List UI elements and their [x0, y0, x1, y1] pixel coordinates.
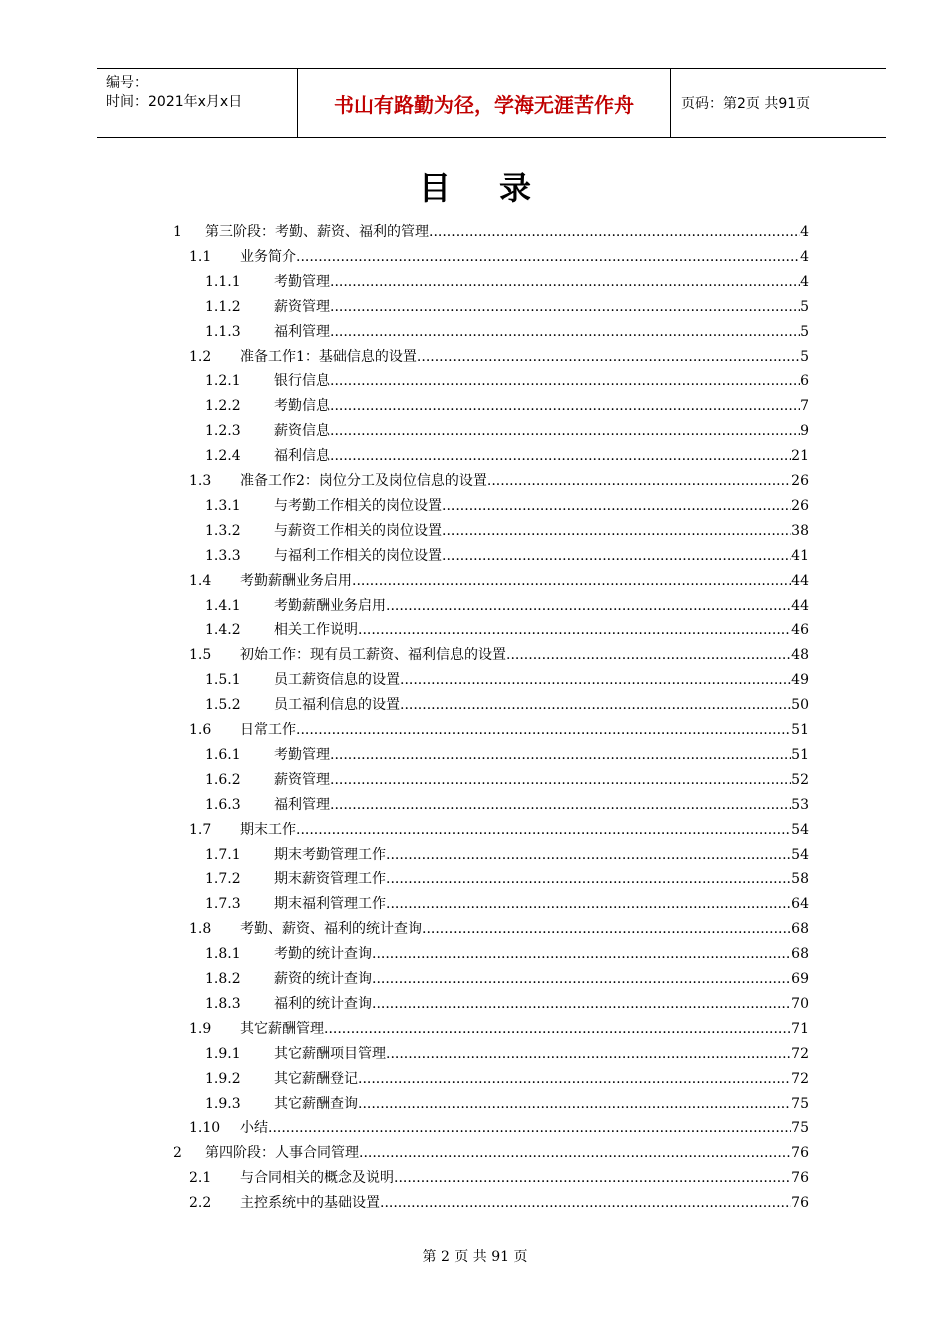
toc-entry-page: 75 — [791, 1095, 809, 1112]
toc-dot-leader — [330, 295, 800, 319]
toc-entry[interactable] — [205, 419, 809, 443]
toc-dot-leader — [386, 867, 791, 891]
toc-entry[interactable] — [205, 494, 809, 518]
toc-entry-number: 1.3 — [189, 473, 212, 489]
toc-dot-leader — [330, 793, 791, 817]
toc-entry-page: 48 — [791, 647, 809, 664]
toc-entry-label: 薪资的统计查询 — [274, 971, 372, 987]
toc-entry-number: 1.10 — [189, 1120, 221, 1137]
toc-entry-page: 9 — [800, 423, 809, 440]
toc-entry-page: 54 — [791, 821, 809, 838]
toc-entry-label: 主控系统中的基础设置 — [240, 1195, 380, 1212]
toc-entry-number: 1 — [173, 224, 182, 240]
toc-entry-label: 期末考勤管理工作 — [274, 846, 386, 863]
toc-entry-number: 1.2.2 — [205, 398, 241, 415]
toc-dot-leader — [372, 992, 791, 1016]
toc-entry-page: 7 — [800, 398, 809, 415]
toc-dot-leader — [330, 394, 800, 418]
toc-entry-page: 70 — [791, 995, 809, 1012]
toc-dot-leader — [330, 768, 791, 792]
toc-entry-label: 第三阶段：考勤、薪资、福利的管理 — [205, 224, 429, 240]
toc-dot-leader — [358, 618, 791, 642]
toc-entry-number: 1.6.2 — [205, 771, 241, 788]
toc-entry-label: 考勤管理 — [274, 273, 330, 290]
toc-entry-number: 1.6 — [189, 722, 212, 738]
toc-entry-number: 1.2.4 — [205, 448, 241, 465]
toc-entry[interactable] — [205, 843, 809, 867]
toc-entry-page: 72 — [791, 1070, 809, 1087]
toc-entry-label: 期末薪资管理工作 — [274, 871, 386, 888]
toc-entry[interactable] — [205, 544, 809, 568]
toc-entry[interactable] — [205, 892, 809, 916]
toc-entry[interactable] — [205, 618, 809, 642]
toc-entry-label: 业务简介 — [240, 248, 296, 265]
toc-dot-leader — [417, 345, 800, 369]
toc-entry[interactable] — [189, 1116, 809, 1140]
toc-entry[interactable] — [189, 569, 809, 593]
toc-entry-label: 与薪资工作相关的岗位设置 — [274, 522, 442, 539]
toc-dot-leader — [372, 967, 791, 991]
toc-entry-number: 2 — [173, 1145, 182, 1162]
toc-entry-page: 41 — [791, 547, 809, 564]
time-label: 时间：2021年x月x日 — [106, 94, 243, 110]
toc-entry-label: 其它薪酬管理 — [240, 1020, 324, 1037]
toc-entry-page: 76 — [791, 1145, 809, 1162]
header-page-info: 页码：第2页 共91页 — [681, 96, 811, 112]
toc-entry-label: 期末工作 — [240, 821, 296, 838]
toc-entry-number: 1.1.3 — [205, 323, 241, 340]
toc-entry[interactable] — [205, 793, 809, 817]
toc-entry-label: 期末福利管理工作 — [274, 896, 386, 913]
toc-entry-page: 44 — [791, 597, 809, 614]
toc-entry[interactable] — [189, 345, 809, 369]
toc-dot-leader — [352, 569, 791, 593]
toc-dot-leader — [330, 743, 791, 767]
toc-entry-number: 1.4.2 — [205, 622, 241, 639]
toc-entry-number: 1.1 — [189, 248, 212, 265]
toc-entry-page: 49 — [791, 672, 809, 689]
toc-dot-leader — [324, 1017, 791, 1041]
toc-entry-page: 21 — [791, 448, 809, 465]
toc-entry-label: 福利管理 — [274, 323, 330, 340]
toc-dot-leader — [386, 892, 791, 916]
toc-entry-number: 1.9 — [189, 1020, 212, 1037]
toc-dot-leader — [394, 1166, 791, 1190]
toc-entry-page: 69 — [791, 971, 809, 987]
toc-entry-label: 其它薪酬项目管理 — [274, 1045, 386, 1062]
toc-dot-leader — [442, 494, 791, 518]
toc-dot-leader — [386, 594, 791, 618]
toc-entry-number: 1.4.1 — [205, 597, 241, 614]
toc-entry-page: 64 — [791, 896, 809, 913]
toc-entry[interactable] — [189, 469, 809, 493]
toc-entry-page: 72 — [791, 1045, 809, 1062]
toc-entry-page: 4 — [800, 224, 809, 240]
toc-entry-page: 38 — [791, 522, 809, 539]
toc-dot-leader — [330, 270, 800, 294]
toc-entry-page: 5 — [800, 298, 809, 315]
toc-entry-label: 薪资管理 — [274, 771, 330, 788]
toc-entry-label: 福利的统计查询 — [274, 995, 372, 1012]
toc-dot-leader — [296, 245, 800, 269]
toc-dot-leader — [506, 643, 791, 667]
toc-dot-leader — [268, 1116, 791, 1140]
toc-entry-number: 1.7.2 — [205, 871, 241, 888]
toc-entry-number: 1.2.3 — [205, 423, 241, 440]
toc-entry[interactable] — [205, 1092, 809, 1116]
toc-entry-label: 第四阶段：人事合同管理 — [205, 1145, 359, 1162]
toc-entry-label: 与福利工作相关的岗位设置 — [274, 547, 442, 564]
toc-dot-leader — [330, 320, 800, 344]
toc-entry-label: 准备工作1：基础信息的设置 — [240, 348, 417, 365]
toc-entry-page: 51 — [791, 746, 809, 763]
toc-dot-leader — [380, 1191, 791, 1215]
header-motto: 书山有路勤为径，学海无涯苦作舟 — [297, 69, 671, 137]
toc-entry-number: 1.9.2 — [205, 1070, 241, 1087]
toc-dot-leader — [422, 917, 791, 941]
toc-entry-label: 其它薪酬登记 — [274, 1070, 358, 1087]
toc-entry[interactable] — [205, 668, 809, 692]
toc-entry-number: 1.6.3 — [205, 796, 241, 813]
toc-entry-page: 54 — [791, 846, 809, 863]
toc-entry-page: 44 — [791, 572, 809, 589]
toc-entry-number: 1.9.1 — [205, 1045, 241, 1062]
toc-entry[interactable] — [205, 369, 809, 393]
toc-entry-page: 46 — [791, 622, 809, 639]
toc-entry-number: 1.9.3 — [205, 1095, 241, 1112]
toc-entry-page: 58 — [791, 871, 809, 888]
toc-entry-number: 1.4 — [189, 572, 212, 589]
toc-entry-label: 员工薪资信息的设置 — [274, 672, 400, 689]
toc-dot-leader — [372, 942, 791, 966]
toc-entry-number: 1.7.3 — [205, 896, 241, 913]
toc-entry[interactable] — [205, 942, 809, 966]
toc-entry-page: 4 — [800, 248, 809, 265]
toc-dot-leader — [386, 843, 791, 867]
toc-entry-page: 68 — [791, 946, 809, 963]
toc-dot-leader — [358, 1092, 791, 1116]
toc-entry-page: 5 — [800, 348, 809, 365]
toc-entry-number: 1.3.3 — [205, 547, 241, 564]
toc-entry-label: 考勤管理 — [274, 746, 330, 763]
toc-entry[interactable] — [205, 967, 809, 991]
toc-entry-number: 1.8 — [189, 921, 212, 938]
toc-entry[interactable] — [205, 270, 809, 294]
toc-entry[interactable] — [189, 643, 809, 667]
toc-entry-number: 1.2.1 — [205, 373, 241, 390]
toc-entry-label: 薪资管理 — [274, 298, 330, 315]
toc-entry-number: 2.1 — [189, 1170, 212, 1187]
toc-dot-leader — [359, 1141, 791, 1165]
toc-entry[interactable] — [205, 394, 809, 418]
toc-dot-leader — [330, 419, 800, 443]
toc-entry-number: 1.2 — [189, 348, 212, 365]
toc-entry-number: 1.3.2 — [205, 522, 241, 539]
toc-entry-label: 准备工作2：岗位分工及岗位信息的设置 — [240, 473, 487, 489]
toc-entry-label: 与合同相关的概念及说明 — [240, 1170, 394, 1187]
toc-entry[interactable] — [205, 594, 809, 618]
toc-entry-label: 其它薪酬查询 — [274, 1095, 358, 1112]
toc-entry-page: 50 — [791, 697, 809, 714]
toc-entry-label: 小结 — [240, 1120, 268, 1137]
toc-entry[interactable] — [205, 444, 809, 468]
toc-entry-page: 76 — [791, 1170, 809, 1187]
toc-entry-page: 53 — [791, 796, 809, 813]
toc-entry[interactable] — [205, 768, 809, 792]
toc-entry-number: 1.7.1 — [205, 846, 241, 863]
toc-entry-number: 1.5.1 — [205, 672, 241, 689]
toc-entry-label: 考勤的统计查询 — [274, 946, 372, 963]
toc-dot-leader — [487, 469, 791, 493]
toc-entry[interactable] — [173, 220, 809, 244]
page-footer: 第 2 页 共 91 页 — [422, 1249, 528, 1265]
toc-entry-page: 52 — [791, 771, 809, 788]
toc-entry-label: 考勤信息 — [274, 398, 330, 415]
toc-entry[interactable] — [205, 992, 809, 1016]
toc-dot-leader — [429, 220, 800, 244]
toc-dot-leader — [400, 693, 791, 717]
toc-entry[interactable] — [189, 917, 809, 941]
toc-dot-leader — [358, 1067, 791, 1091]
toc-entry[interactable] — [205, 743, 809, 767]
toc-entry-number: 1.7 — [189, 821, 212, 838]
toc-entry-label: 相关工作说明 — [274, 622, 358, 639]
toc-entry[interactable] — [205, 1067, 809, 1091]
toc-dot-leader — [330, 444, 791, 468]
toc-entry[interactable] — [205, 320, 809, 344]
toc-entry-number: 1.1.2 — [205, 298, 241, 315]
toc-entry[interactable] — [205, 693, 809, 717]
toc-entry-label: 福利管理 — [274, 796, 330, 813]
toc-entry[interactable] — [189, 1166, 809, 1190]
toc-entry-number: 1.8.2 — [205, 971, 241, 987]
toc-entry-page: 26 — [791, 497, 809, 514]
toc-entry-number: 1.5.2 — [205, 697, 241, 714]
toc-entry-number: 1.5 — [189, 647, 212, 664]
serial-label: 编号： — [106, 75, 148, 91]
toc-entry[interactable] — [189, 1191, 809, 1215]
toc-entry[interactable] — [205, 519, 809, 543]
toc-dot-leader — [442, 544, 791, 568]
toc-entry-page: 51 — [791, 722, 809, 738]
toc-dot-leader — [330, 369, 800, 393]
toc-entry-number: 2.2 — [189, 1195, 212, 1212]
toc-entry-label: 与考勤工作相关的岗位设置 — [274, 497, 442, 514]
toc-entry[interactable] — [205, 295, 809, 319]
toc-entry[interactable] — [173, 1141, 809, 1165]
toc-entry-number: 1.6.1 — [205, 746, 241, 763]
toc-entry-label: 考勤薪酬业务启用 — [240, 572, 352, 589]
toc-entry-label: 考勤、薪资、福利的统计查询 — [240, 921, 422, 938]
toc-entry-page: 6 — [800, 373, 809, 390]
toc-dot-leader — [400, 668, 791, 692]
toc-title: 目录 — [418, 169, 579, 207]
toc-entry-number: 1.8.3 — [205, 995, 241, 1012]
toc-entry-label: 薪资信息 — [274, 423, 330, 440]
toc-entry-page: 4 — [800, 273, 809, 290]
header-meta-cell — [97, 69, 297, 137]
toc-entry-label: 初始工作：现有员工薪资、福利信息的设置 — [240, 647, 506, 664]
toc-entry-label: 员工福利信息的设置 — [274, 697, 400, 714]
toc-entry-page: 75 — [791, 1120, 809, 1137]
toc-entry-page: 76 — [791, 1195, 809, 1212]
toc-entry-page: 68 — [791, 921, 809, 938]
toc-entry[interactable] — [189, 1017, 809, 1041]
toc-entry-page: 26 — [791, 473, 809, 489]
toc-entry-label: 日常工作 — [240, 722, 296, 738]
toc-dot-leader — [296, 818, 791, 842]
toc-entry-page: 71 — [791, 1020, 809, 1037]
toc-entry[interactable] — [189, 718, 809, 742]
toc-dot-leader — [386, 1042, 791, 1066]
toc-entry-page: 5 — [800, 323, 809, 340]
toc-entry-number: 1.8.1 — [205, 946, 241, 963]
toc-entry-label: 考勤薪酬业务启用 — [274, 597, 386, 614]
toc-entry[interactable] — [205, 867, 809, 891]
page-header — [97, 68, 886, 138]
toc-entry[interactable] — [189, 245, 809, 269]
toc-dot-leader — [296, 718, 791, 742]
toc-dot-leader — [442, 519, 791, 543]
toc-entry-number: 1.1.1 — [205, 273, 241, 290]
toc-entry-number: 1.3.1 — [205, 497, 241, 514]
toc-entry-label: 福利信息 — [274, 448, 330, 465]
toc-entry-label: 银行信息 — [274, 373, 330, 390]
toc-entry[interactable] — [205, 1042, 809, 1066]
toc-entry[interactable] — [189, 818, 809, 842]
